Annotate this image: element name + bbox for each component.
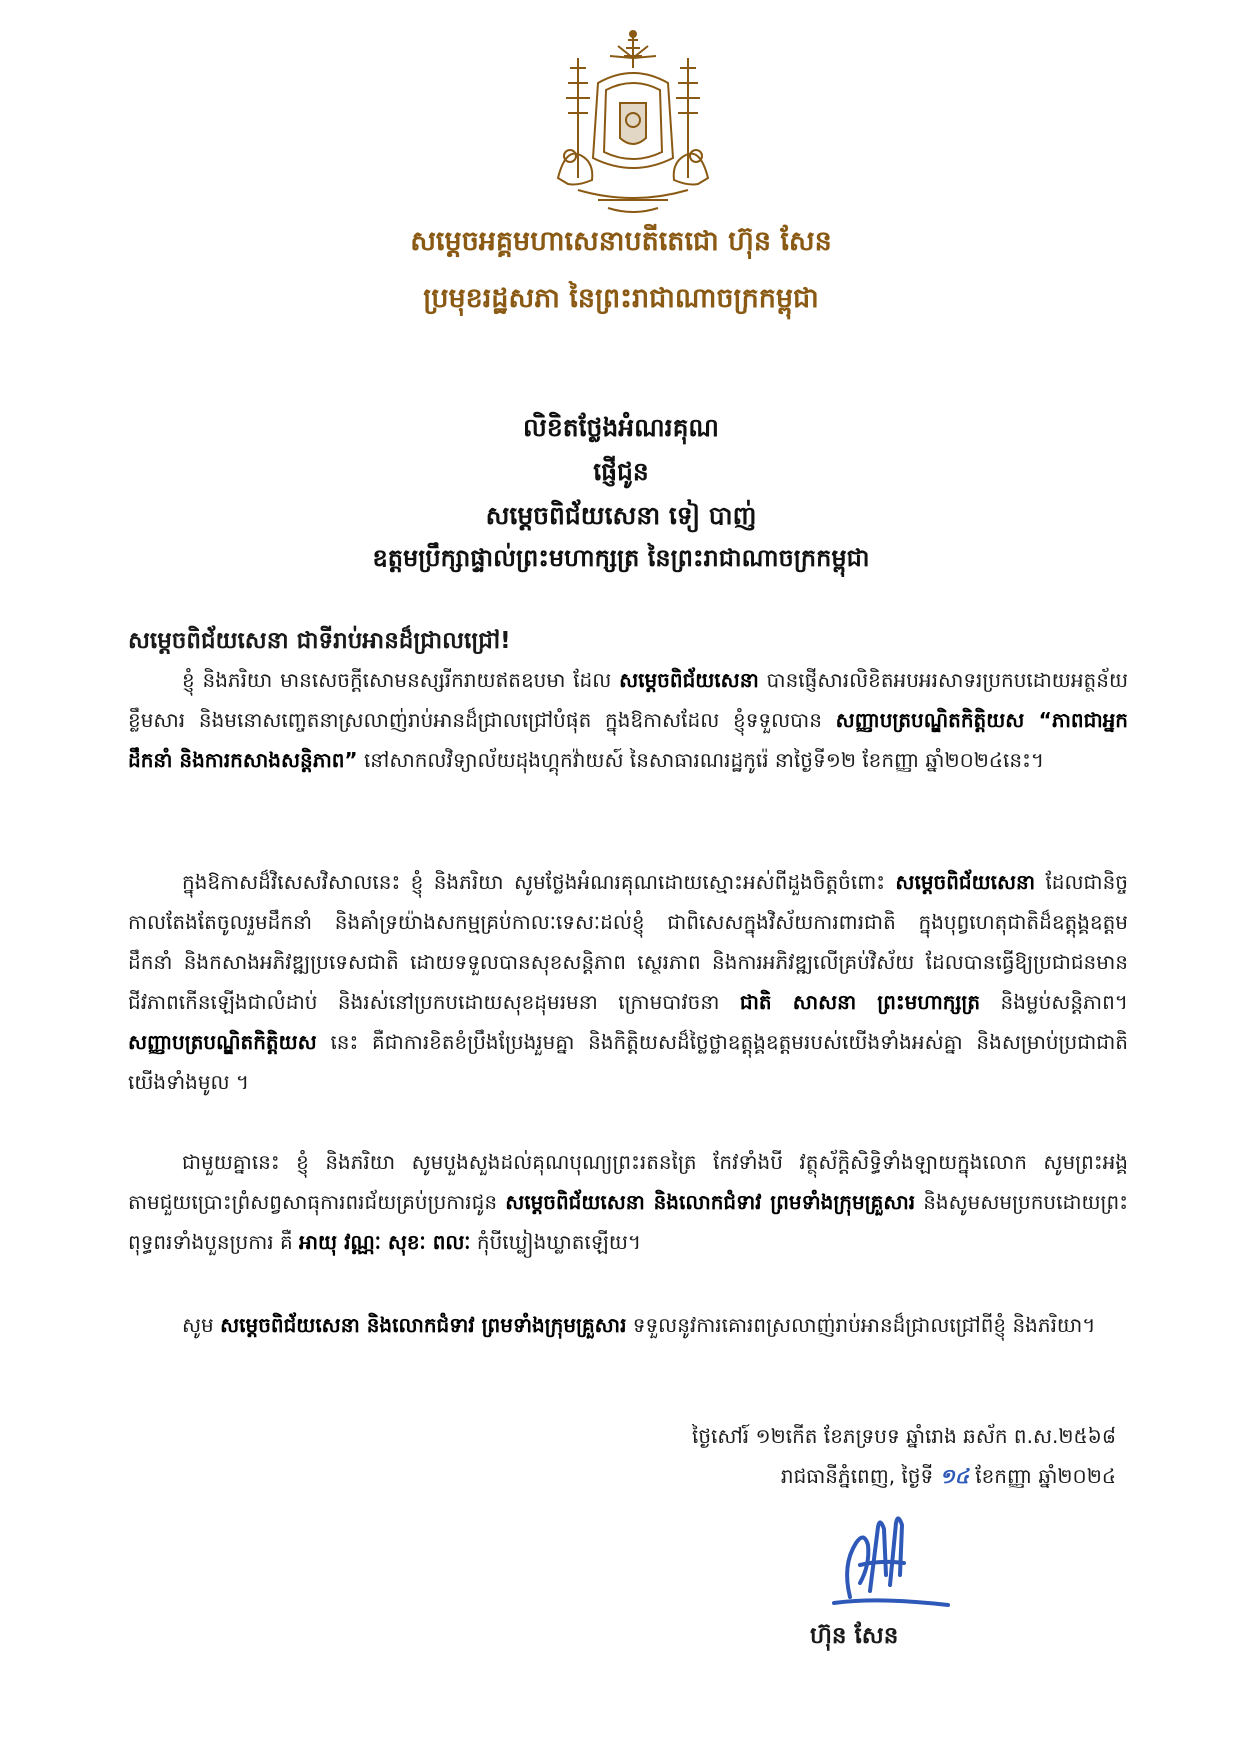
royal-coat-of-arms-icon bbox=[548, 28, 718, 218]
paragraph-text: កុំបីឃ្លៀងឃ្លាតឡើយ។ bbox=[470, 1230, 642, 1254]
lunar-date: ថ្ងៃសៅរ៍ ១២កើត ខែភទ្របទ ឆ្នាំរោង ឆស័ក ព.ស.២៥៦៨ bbox=[692, 1424, 1116, 1448]
salutation: សម្តេចពិជ័យសេនា ជាទីរាប់អានដ៏ជ្រាលជ្រៅ! bbox=[128, 628, 511, 654]
paragraph-emphasis: ជាតិ សាសនា ព្រះមហាក្សត្រ bbox=[739, 990, 981, 1014]
paragraph-text: ខ្ញុំ និងភរិយា មានសេចក្តីសោមនស្សរីករាយឥតឧបមា ដែល bbox=[182, 668, 620, 692]
letter-sent-to-label: ផ្ញើជូន bbox=[593, 457, 649, 486]
paragraph-emphasis: សម្តេចពិជ័យសេនា bbox=[895, 870, 1036, 894]
paragraph-text: ក្នុងឱកាសដ៏វិសេសវិសាលនេះ ខ្ញុំ និងភរិយា សូមថ្លែងអំណរគុណដោយស្មោះអស់ពីដួងចិត្តចំពោះ bbox=[182, 870, 896, 894]
paragraph-emphasis: សម្តេចពិជ័យសេនា bbox=[619, 668, 759, 692]
recipient-position: ឧត្តមប្រឹក្សាផ្ទាល់ព្រះមហាក្សត្រ នៃព្រះរាជាណាចក្រកម្ពុជា bbox=[372, 544, 870, 572]
paragraph-text: និងម្លប់សន្តិភាព។ bbox=[980, 990, 1128, 1014]
paragraph-emphasis: សញ្ញាបត្របណ្ឌិតកិត្តិយស bbox=[128, 1030, 317, 1054]
recipient-name: សម្តេចពិជ័យសេនា ទៀ បាញ់ bbox=[485, 501, 757, 530]
date-prefix: រាជធានីភ្នំពេញ, ថ្ងៃទី bbox=[780, 1464, 940, 1488]
place-and-date bbox=[781, 1463, 1116, 1493]
sender-title: សម្តេចអគ្គមហាសេនាបតីតេជោ ហ៊ុន សែន bbox=[410, 226, 832, 257]
paragraph-emphasis: អាយុ វណ្ណៈ សុខៈ ពលៈ bbox=[299, 1230, 471, 1254]
sender-position: ប្រមុខរដ្ឋសភា នៃព្រះរាជាណាចក្រកម្ពុជា bbox=[423, 283, 819, 314]
paragraph-text: នេះ គឺជាការខិតខំប្រឹងប្រែងរួមគ្នា និងកិត្តិយសដ៏ថ្លៃថ្លាឧត្តុង្គឧត្តមរបស់យើងទាំងអស់គ្នា និងសម្រាប់ប្រជាជាតិយើងទាំងមូល ។ bbox=[128, 1030, 1128, 1094]
handwritten-day: ១៤ bbox=[939, 1464, 969, 1488]
signer-name: ហ៊ុន សែន bbox=[810, 1623, 899, 1649]
paragraph-emphasis: សម្តេចពិជ័យសេនា និងលោកជំទាវ ព្រមទាំងក្រុមគ្រួសារ bbox=[220, 1313, 627, 1337]
body-paragraph-2 bbox=[128, 862, 1128, 1102]
body-paragraph-3 bbox=[128, 1142, 1128, 1262]
paragraph-text: សូម bbox=[182, 1313, 221, 1337]
paragraph-text: និងសូមសមប្រកបដោយព្រះពុទ្ធពរទាំងបួនប្រការ គឺ bbox=[128, 1190, 1128, 1254]
body-paragraph-1 bbox=[128, 660, 1128, 780]
paragraph-emphasis: សម្តេចពិជ័យសេនា និងលោកជំទាវ ព្រមទាំងក្រុមគ្រួសារ bbox=[505, 1190, 916, 1214]
paragraph-text: ទទួលនូវការគោរពស្រលាញ់រាប់អានដ៏ជ្រាលជ្រៅពីខ្ញុំ និងភរិយា។ bbox=[626, 1313, 1096, 1337]
handwritten-signature-icon bbox=[820, 1505, 960, 1615]
date-suffix: ខែកញ្ញា ឆ្នាំ២០២៤ bbox=[968, 1464, 1116, 1488]
paragraph-text: នៅសាកលវិទ្យាល័យដុងហ្គុកវ៉ាយស៍ នៃសាធារណរដ្ឋកូរ៉េ នាថ្ងៃទី១២ ខែកញ្ញា ឆ្នាំ២០២៤នេះ។ bbox=[357, 748, 1045, 772]
paragraph-text: បានផ្ញើសារលិខិតអបអរសាទរប្រកបដោយអត្ថន័យខ្លឹមសារ និងមនោសញ្ចេតនាស្រលាញ់រាប់អានដ៏ជ្រាលជ្រៅបំផុត ក្នុងឱកាសដែល ខ្ញុំទទួលបាន bbox=[128, 668, 1128, 732]
body-paragraph-4 bbox=[128, 1305, 1128, 1345]
letter-title: លិខិតថ្លែងអំណរគុណ bbox=[523, 413, 719, 442]
paragraph-text: ដែលជានិច្ចកាលតែងតែចូលរួមដឹកនាំ និងគាំទ្រយ៉ាងសកម្មគ្រប់កាលៈទេសៈដល់ខ្ញុំ ជាពិសេសក្នុងវិស័យការពារជាតិ ក្នុងបុព្វហេតុជាតិដ៏ឧត្តុង្គឧត្តម ដឹកនាំ និងកសាងអភិវឌ្ឍប្រទេសជាតិ ដោយទទួលបានសុខសន្តិភាព ស្ថេរភាព និងការអភិវឌ្ឍលើគ្រប់វិស័យ ដែលបានធ្វើឱ្យប្រជាជនមានជីវភាពកើនឡើងជាលំដាប់ និងរស់នៅប្រកបដោយសុខដុមរមនា ក្រោមបាវចនា bbox=[128, 870, 1128, 1014]
paragraph-emphasis: សញ្ញាបត្របណ្ឌិតកិត្តិយស “ភាពជាអ្នកដឹកនាំ និងការកសាងសន្តិភាព” bbox=[128, 708, 1129, 772]
paragraph-text: ជាមួយគ្នានេះ ខ្ញុំ និងភរិយា សូមបួងសួងដល់គុណបុណ្យព្រះរតនត្រៃ កែវទាំងបី វត្ថុស័ក្តិសិទ្ធិទាំងឡាយក្នុងលោក សូមព្រះអង្គតាមជួយប្រោះព្រំសព្វសាធុការពរជ័យគ្រប់ប្រការជូន bbox=[128, 1150, 1128, 1214]
